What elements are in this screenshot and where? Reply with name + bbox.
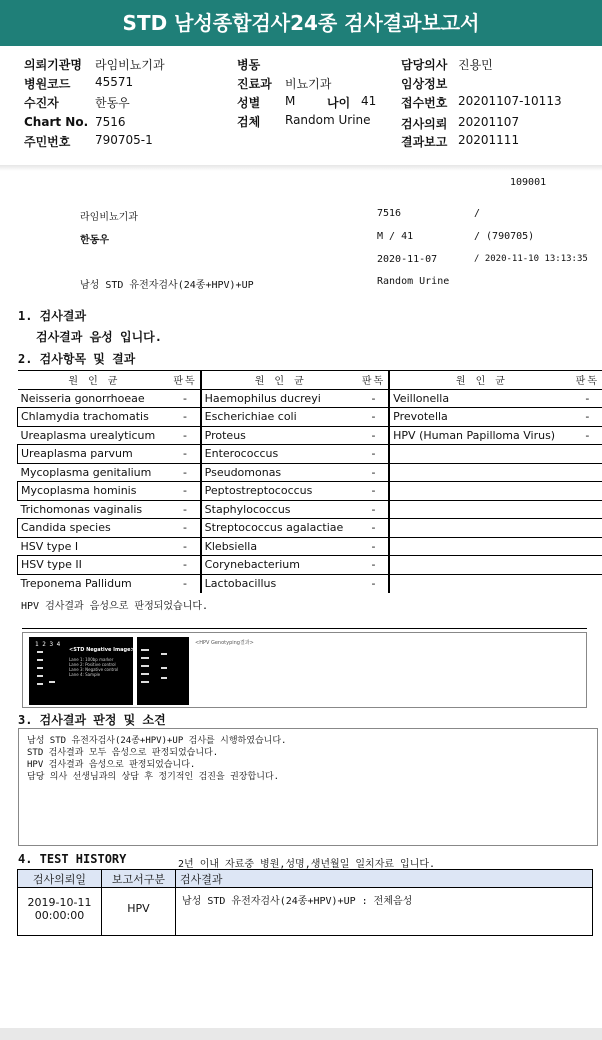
- organism-row: [18, 500, 602, 519]
- organism-result: -: [170, 500, 200, 519]
- organism-result: [573, 500, 602, 519]
- organism-result: -: [359, 574, 389, 593]
- organism-name: Haemophilus ducreyi: [204, 391, 321, 405]
- organism-result: -: [585, 428, 590, 442]
- organism-name: Treponema Pallidum: [20, 577, 132, 590]
- gel-band: [49, 681, 55, 683]
- organism-name: Mycoplasma hominis: [18, 482, 171, 501]
- organism-name: Ureaplasma parvum: [18, 445, 171, 464]
- organism-row: [18, 463, 602, 482]
- organism-result: -: [359, 408, 389, 427]
- patient-value: 한동우: [95, 96, 130, 110]
- organism-row: [18, 426, 602, 445]
- organism-result: [573, 556, 602, 575]
- organism-name: Klebsiella: [204, 539, 258, 553]
- organism-name: Chlamydia trachomatis: [18, 408, 171, 427]
- col-result-1: 판독: [170, 371, 200, 390]
- hpv-note: HPV 검사결과 음성으로 판정되었습니다.: [21, 601, 209, 612]
- organism-result: -: [170, 556, 200, 575]
- organism-name: [389, 556, 573, 575]
- section-2-title: 2. 검사항목 및 결과: [18, 352, 136, 366]
- dept-value: 비뇨기과: [285, 77, 332, 91]
- history-note: 2년 이내 자료중 병원,성명,생년월일 일치자료 입니다.: [178, 859, 436, 870]
- organism-name: Neisseria gonorrhoeae: [20, 391, 145, 405]
- organism-result: -: [170, 574, 200, 593]
- receipt-value: 20201107-10113: [458, 94, 562, 108]
- organism-row: [18, 482, 602, 501]
- header-divider: [0, 165, 602, 171]
- organism-result: -: [170, 537, 200, 556]
- organism-result: -: [359, 537, 389, 556]
- col-organism-2: 원 인 균: [201, 371, 359, 390]
- test-history-table: [17, 869, 593, 936]
- result-line: HPV 검사결과 음성으로 판정되었습니다.: [27, 760, 196, 770]
- hospital-value: 라임비뇨기과: [95, 58, 165, 72]
- organism-name: [389, 463, 573, 482]
- history-col-date: 검사의뢰일: [18, 870, 102, 888]
- gel-band: [37, 659, 43, 661]
- sub-chart: 7516: [377, 208, 402, 219]
- organism-row: [18, 389, 602, 408]
- organism-result: [573, 537, 602, 556]
- code-label: 병원코드: [24, 77, 71, 91]
- section-3-title: 3. 검사결과 판정 및 소견: [18, 713, 166, 727]
- sex-value: M: [285, 94, 296, 108]
- organism-name: Mycoplasma genitalium: [20, 465, 152, 479]
- gel-band: [37, 675, 43, 677]
- col-organism-3: 원 인 균: [389, 371, 573, 390]
- gel-band: [161, 653, 167, 655]
- organism-name: HPV (Human Papilloma Virus): [393, 428, 556, 442]
- dept-label: 진료과: [237, 77, 272, 91]
- organism-table: [17, 370, 602, 593]
- organism-result: -: [170, 463, 200, 482]
- history-result: 남성 STD 유전자검사(24종+HPV)+UP : 전체음성: [176, 888, 593, 936]
- result-opinion-box: [18, 728, 598, 846]
- rrn-label: 주민번호: [24, 135, 71, 149]
- organism-row: [18, 408, 602, 427]
- organism-name: HSV type II: [18, 556, 171, 575]
- doctor-value: 진용민: [458, 58, 493, 72]
- gel-title: <STD Negative Image>: [69, 647, 135, 653]
- hpv-gel-image: [137, 637, 189, 705]
- history-row[interactable]: [18, 888, 593, 936]
- rrn-value: 790705-1: [95, 133, 153, 147]
- sub-hospital: 라임비뇨기과: [80, 212, 138, 223]
- report-date-value: 20201111: [458, 133, 520, 147]
- gel-legend-4: Lane 4: Sample: [69, 672, 101, 677]
- request-date-value: 20201107: [458, 115, 520, 129]
- section-1-text: 검사결과 음성 입니다.: [36, 330, 163, 344]
- organism-result: -: [585, 391, 590, 405]
- organism-name: Peptostreptococcus: [201, 482, 359, 501]
- organism-name: Ureaplasma urealyticum: [20, 428, 156, 442]
- code-value: 45571: [95, 75, 134, 89]
- organism-name: [389, 445, 573, 464]
- organism-table-header: [18, 371, 602, 390]
- organism-name: Trichomonas vaginalis: [20, 502, 143, 516]
- organism-row: [18, 445, 602, 464]
- organism-result: -: [359, 500, 389, 519]
- sub-test-name: 남성 STD 유전자검사(24종+HPV)+UP: [80, 280, 254, 291]
- organism-row: [18, 556, 602, 575]
- organism-name: [389, 482, 573, 501]
- result-line: 담당 의사 선생님과의 상담 후 정기적인 검진을 권장합니다.: [27, 772, 280, 782]
- organism-name: Streptococcus agalactiae: [201, 519, 359, 538]
- organism-result: [573, 519, 602, 538]
- patient-label: 수진자: [24, 96, 59, 110]
- result-line: STD 검사결과 모두 음성으로 판정되었습니다.: [27, 748, 219, 758]
- result-line: 남성 STD 유전자검사(24종+HPV)+UP 검사를 시행하였습니다.: [27, 736, 287, 746]
- organism-name: Staphylococcus: [204, 502, 291, 516]
- chart-value: 7516: [95, 115, 126, 129]
- organism-result: -: [359, 426, 389, 445]
- organism-name: Prevotella: [389, 408, 573, 427]
- organism-name: HSV type I: [20, 539, 79, 553]
- gel-band: [37, 683, 43, 685]
- organism-result: -: [170, 389, 200, 408]
- age-label: 나이: [327, 96, 351, 110]
- organism-result: -: [359, 519, 389, 538]
- history-col-result: 검사결과: [176, 870, 593, 888]
- sub-date-reported: / 2020-11-10 13:13:35: [474, 254, 588, 264]
- gel-legend-1: Lane 1: 100bp marker: [69, 657, 114, 662]
- ward-label: 병동: [237, 58, 261, 72]
- gel-legend-2: Lane 2: Positive control: [69, 662, 116, 667]
- organism-name: [389, 574, 573, 593]
- organism-result: -: [359, 463, 389, 482]
- sub-patient: 한동우: [80, 235, 109, 246]
- gel-band: [161, 667, 167, 669]
- organism-result: -: [170, 482, 200, 501]
- chart-label: Chart No.: [24, 115, 89, 129]
- gel-divider: [22, 628, 587, 629]
- gel-legend-3: Lane 3: Negative control: [69, 667, 119, 672]
- organism-result: -: [359, 389, 389, 408]
- gel-band: [141, 681, 149, 683]
- organism-result: [573, 463, 602, 482]
- organism-result: [573, 574, 602, 593]
- report-title: STD 남성종합검사24종 검사결과보고서: [0, 0, 602, 46]
- organism-name: Escherichiae coli: [201, 408, 359, 427]
- organism-result: -: [170, 519, 200, 538]
- organism-result: -: [170, 408, 200, 427]
- organism-name: Enterococcus: [201, 445, 359, 464]
- hpv-genotyping-label: <HPV Genotyping결과>: [195, 640, 254, 646]
- doctor-label: 담당의사: [401, 58, 448, 72]
- organism-name: [389, 519, 573, 538]
- history-type: HPV: [102, 888, 176, 936]
- hospital-label: 의뢰기관명: [24, 58, 82, 72]
- organism-result: -: [170, 426, 200, 445]
- gel-image-panel: [22, 632, 587, 708]
- gel-band: [141, 673, 149, 675]
- organism-result: -: [359, 556, 389, 575]
- organism-name: Lactobacillus: [204, 577, 277, 590]
- gel-band: [141, 649, 149, 651]
- organism-name: Candida species: [18, 519, 171, 538]
- organism-name: Corynebacterium: [201, 556, 359, 575]
- organism-result: -: [359, 482, 389, 501]
- organism-row: [18, 537, 602, 556]
- specimen-value: Random Urine: [285, 113, 371, 127]
- section-4-title: 4. TEST HISTORY: [18, 852, 127, 866]
- sub-date-received: 2020-11-07: [377, 254, 438, 265]
- organism-name: [389, 537, 573, 556]
- history-header-row: [18, 870, 593, 888]
- gel-band: [141, 665, 149, 667]
- clinical-label: 임상정보: [401, 77, 448, 91]
- col-result-2: 판독: [359, 371, 389, 390]
- gel-band: [37, 651, 43, 653]
- col-result-3: 판독: [573, 371, 602, 390]
- specimen-label: 검체: [237, 115, 261, 129]
- organism-result: -: [573, 408, 602, 427]
- section-1-title: 1. 검사결과: [18, 309, 87, 323]
- organism-name: Proteus: [204, 428, 246, 442]
- organism-name: [389, 500, 573, 519]
- doc-code: 109001: [510, 177, 547, 188]
- std-gel-image: [29, 637, 133, 705]
- gel-band: [141, 657, 149, 659]
- report-date-label: 결과보고: [401, 135, 448, 149]
- sub-sex-age: M / 41: [377, 231, 414, 242]
- sub-specimen: Random Urine: [377, 276, 450, 287]
- col-organism-1: 원 인 균: [18, 371, 171, 390]
- organism-name: Veillonella: [393, 391, 450, 405]
- gel-band: [161, 677, 167, 679]
- history-date: 2019-10-11 00:00:00: [18, 888, 102, 936]
- age-value: 41: [361, 94, 377, 108]
- organism-name: Pseudomonas: [204, 465, 282, 479]
- organism-result: [573, 482, 602, 501]
- request-date-label: 검사의뢰: [401, 117, 448, 131]
- patient-info-block: [0, 54, 602, 154]
- gel-lane-numbers: 1 2 3 4: [35, 641, 61, 648]
- organism-result: [573, 445, 602, 464]
- organism-result: -: [359, 445, 389, 464]
- receipt-label: 접수번호: [401, 96, 448, 110]
- organism-result: -: [170, 445, 200, 464]
- history-col-type: 보고서구분: [102, 870, 176, 888]
- page-footer: [0, 1028, 602, 1040]
- organism-row: [18, 574, 602, 593]
- sex-label: 성별: [237, 96, 261, 110]
- sub-slash: /: [474, 208, 481, 219]
- gel-band: [37, 667, 43, 669]
- organism-row: [18, 519, 602, 538]
- sub-rrn: / (790705): [474, 231, 535, 242]
